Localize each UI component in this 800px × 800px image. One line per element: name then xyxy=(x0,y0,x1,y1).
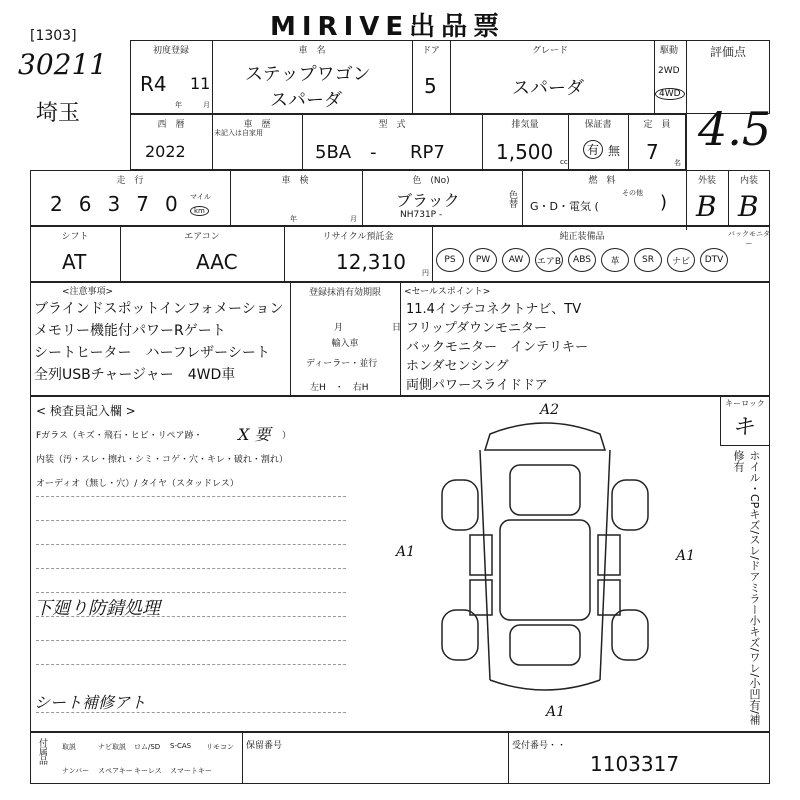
mark-front: A2 xyxy=(540,402,560,418)
divider xyxy=(508,732,509,784)
rule xyxy=(36,568,346,569)
shift: AT xyxy=(62,250,87,274)
mileage-unit-km: km xyxy=(190,206,209,216)
rule xyxy=(36,592,346,593)
accessory-item: 取説 xyxy=(62,743,76,751)
equipment-item: ナビ xyxy=(667,248,695,272)
shift-label: シフト xyxy=(61,232,89,242)
model-name-label: 車 名 xyxy=(298,46,326,56)
fuel-options: G・D・電気 ( xyxy=(530,200,599,213)
equipment-item: 革 xyxy=(601,248,629,272)
car-diagram xyxy=(430,410,660,710)
displacement-unit: cc xyxy=(560,158,568,166)
recycle-unit: 円 xyxy=(422,269,429,277)
recycle-label: リサイクル預託金 xyxy=(322,232,394,242)
accessory-item: ナビ取説 xyxy=(98,743,126,751)
capacity-unit: 名 xyxy=(674,159,681,167)
equipment-label: 純正装備品 xyxy=(559,232,605,242)
shaken-label: 車 歴 xyxy=(243,120,271,130)
glass-close: ） xyxy=(282,431,292,441)
divider xyxy=(400,282,401,396)
divider xyxy=(242,732,243,784)
first-reg-year: R4 xyxy=(140,72,167,96)
rule xyxy=(36,496,346,497)
equipment-item: DTV xyxy=(700,248,728,272)
lot-number: 30211 xyxy=(18,48,108,81)
displacement: 1,500 xyxy=(496,140,554,164)
warranty-label: 保証書 xyxy=(584,120,612,130)
mileage-digit: 3 xyxy=(107,192,121,216)
mileage-digit: 2 xyxy=(50,192,63,216)
inspection-label: 車 検 xyxy=(281,176,309,186)
doors-label: ドア xyxy=(422,46,440,56)
katashiki-dash: - xyxy=(370,142,377,163)
color-label: 色 (No) xyxy=(412,176,450,186)
registration-month: 月 xyxy=(334,323,344,333)
accessory-item: リモコン xyxy=(206,743,234,751)
accessory-item: キーレス xyxy=(134,767,162,775)
accessory-item: スペアキー xyxy=(98,767,133,775)
mileage-digit: 7 xyxy=(136,192,149,216)
accessory-item: スマートキー xyxy=(170,767,212,775)
month-unit: 月 xyxy=(203,101,210,109)
equipment-item: SR xyxy=(634,248,662,272)
shaken-sub: 未記入は自家用 xyxy=(214,129,263,137)
mark-right: A1 xyxy=(676,548,696,564)
steering: 左H ・ 右H xyxy=(310,383,369,393)
equipment-item: AW xyxy=(502,248,530,272)
first-reg-month: 11 xyxy=(190,74,211,93)
color-code: NH731P - xyxy=(400,210,443,220)
key: キ xyxy=(732,415,755,440)
note-item: ブラインドスポットインフォメーション xyxy=(34,301,284,317)
glass-mark: X 要 xyxy=(238,425,271,444)
mark-rear: A1 xyxy=(546,704,566,720)
seireki: 2022 xyxy=(145,142,186,161)
mileage-label: 走 行 xyxy=(116,176,144,186)
drive-label: 駆動 xyxy=(659,46,678,56)
drive-4wd: 4WD xyxy=(655,88,685,100)
lot-code: [1303] xyxy=(30,28,77,44)
accessory-label: 付属品 xyxy=(37,738,47,765)
doors: 5 xyxy=(424,74,437,98)
warranty-yes: 有 xyxy=(583,140,603,159)
accessory-item: ナンバー xyxy=(62,767,90,775)
side-text: ホイル・CPキズ/スレ/ドアミラー小キズ/ワレ/小凹有/補修有 xyxy=(732,450,761,725)
grade: スパーダ xyxy=(512,78,584,99)
audio-line: オーディオ（無し・穴）/ タイヤ（スタッドレス） xyxy=(36,479,239,489)
color: ブラック xyxy=(396,191,460,210)
rule xyxy=(36,616,346,617)
inspection-month: 月 xyxy=(350,215,357,223)
fuel-close: ) xyxy=(660,192,668,213)
accessory-item: ロム/SD xyxy=(134,743,161,751)
equipment-item: PW xyxy=(469,248,497,272)
exterior: B xyxy=(696,190,717,223)
inspector-label: < 検査員記入欄 > xyxy=(36,404,136,418)
mileage-unit-mile: マイル xyxy=(190,193,211,201)
color-change: 色替 xyxy=(507,190,517,208)
model-name-line2: スパーダ xyxy=(270,90,342,111)
mileage-digits xyxy=(50,192,178,216)
rule xyxy=(36,544,346,545)
drive-2wd: 2WD xyxy=(658,66,680,76)
inspector-note2: シート補修アト xyxy=(34,693,147,712)
aircon: AAC xyxy=(196,250,238,274)
recycle: 12,310 xyxy=(336,250,406,274)
displacement-label: 排気量 xyxy=(511,120,539,130)
sales-point-item: バックモニター インテリキー xyxy=(406,340,589,355)
rule xyxy=(36,520,346,521)
sheet-title: MIRIVE出品票 xyxy=(270,12,506,42)
equipment-item: ABS xyxy=(568,248,596,272)
receipt-label: 受付番号・・ xyxy=(512,741,567,751)
katashiki-label: 型 式 xyxy=(378,120,406,130)
registration-label: 登録抹消有効期限 xyxy=(308,288,381,298)
key-label: キーロック xyxy=(725,399,765,408)
katashiki-1: 5BA xyxy=(315,142,352,163)
mark-left: A1 xyxy=(396,544,416,560)
receipt: 1103317 xyxy=(590,752,680,776)
interior: B xyxy=(738,190,759,223)
capacity-label: 定 員 xyxy=(643,120,671,130)
capacity: 7 xyxy=(646,140,659,164)
rule xyxy=(36,712,346,713)
first-reg-label: 初度登録 xyxy=(152,46,189,56)
reserve-label: 保留番号 xyxy=(246,741,283,751)
katashiki-2: RP7 xyxy=(410,142,445,163)
sales-point-item: ホンダセンシング xyxy=(406,359,509,374)
rule xyxy=(36,664,346,665)
backup-label: バックモニター xyxy=(728,230,770,248)
aircon-label: エアコン xyxy=(184,232,220,242)
fuel-other: その他 xyxy=(622,189,643,197)
accessory-item: S-CAS xyxy=(170,742,192,750)
registration-day: 日 xyxy=(392,323,402,333)
grade-label: グレード xyxy=(531,46,568,56)
mileage-digit: 6 xyxy=(78,192,92,216)
equipment-item: PS xyxy=(436,248,464,272)
equipment-item: エアB xyxy=(535,248,563,272)
exterior-label: 外装 xyxy=(697,176,716,186)
score-label: 評価点 xyxy=(709,45,746,59)
dealer: ディーラー・並行 xyxy=(306,359,378,369)
sales-point-item: 両側パワースライドドア xyxy=(406,378,548,393)
interior-label: 内装 xyxy=(739,176,758,186)
fuel-label: 燃 料 xyxy=(588,176,616,186)
interior-line: 内装（汚・スレ・擦れ・シミ・コゲ・穴・キレ・破れ・割れ） xyxy=(36,455,288,465)
score: 4.5 xyxy=(698,102,772,156)
region: 埼玉 xyxy=(36,101,81,126)
sales-point-item: フリップダウンモニター xyxy=(406,321,548,336)
sales-points-label: <セールスポイント> xyxy=(404,287,491,297)
note-item: 全列USBチャージャー 4WD車 xyxy=(34,367,236,383)
inspection-year: 年 xyxy=(290,215,297,223)
year-unit: 年 xyxy=(175,101,182,109)
import-label: 輸入車 xyxy=(331,339,359,349)
warranty-no: 無 xyxy=(608,144,621,158)
mileage-digit: 0 xyxy=(164,192,178,216)
notes-label: <注意事項> xyxy=(62,287,114,297)
note-item: メモリー機能付パワーRゲート xyxy=(34,323,226,339)
rule xyxy=(36,640,346,641)
model-name-line1: ステップワゴン xyxy=(245,64,371,85)
seireki-label: 西 暦 xyxy=(157,120,185,130)
glass-line: Fガラス（キズ・飛石・ヒビ・リペア跡・ xyxy=(36,431,203,441)
note-item: シートヒーター ハーフレザーシート xyxy=(34,345,270,361)
sales-point-item: 11.4インチコネクトナビ、TV xyxy=(406,302,582,317)
inspector-note1: 下廻り防錆処理 xyxy=(34,598,160,619)
